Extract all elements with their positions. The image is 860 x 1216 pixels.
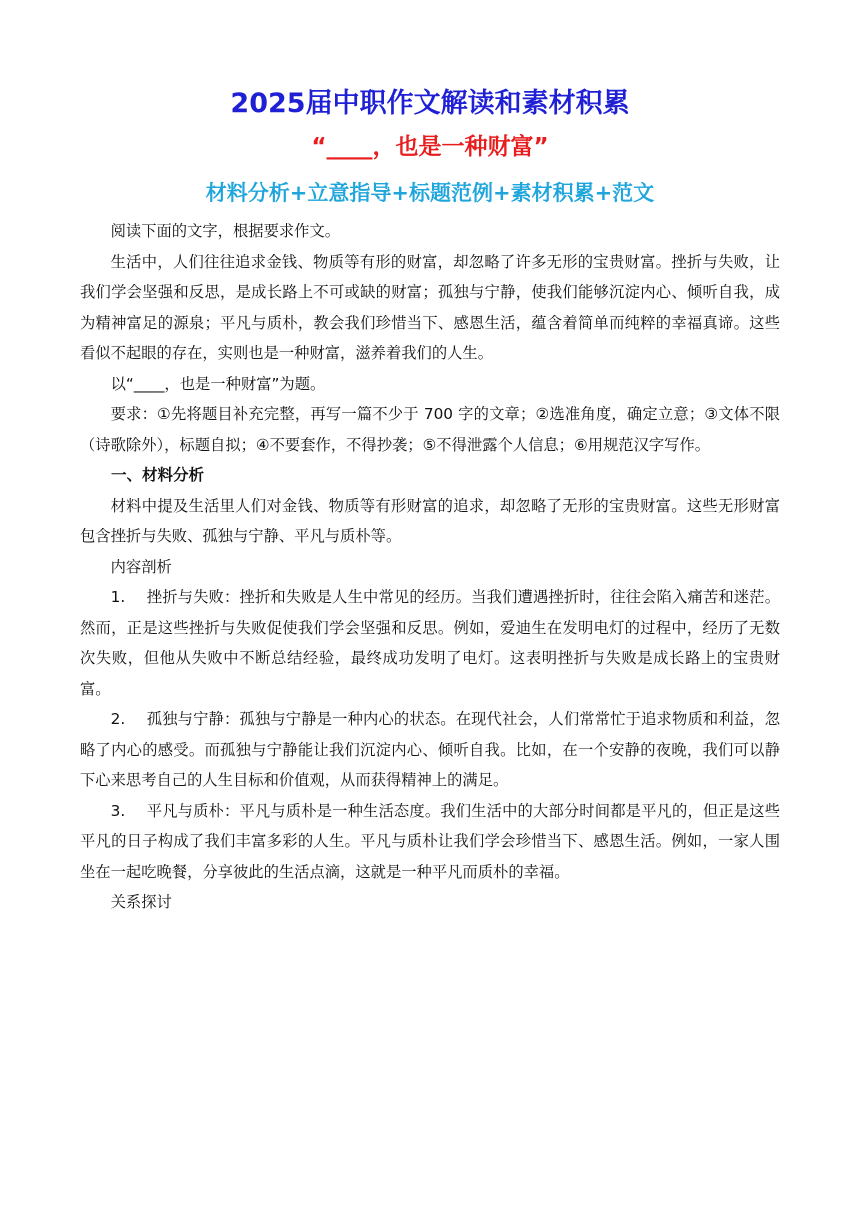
list-item	[80, 704, 780, 796]
prompt-intro: 阅读下面的文字，根据要求作文。	[110, 222, 341, 240]
document-page	[80, 82, 780, 918]
material-summary: 材料中提及生活里人们对金钱、物质等有形财富的追求，却忽略了无形的宝贵财富。这些无形财富包含挫折与失败、孤独与宁静、平凡与质朴等。	[80, 496, 780, 545]
prompt-material: 生活中，人们往往追求金钱、物质等有形的财富，却忽略了许多无形的宝贵财富。挫折与失败，让我们学会坚强和反思，是成长路上不可或缺的财富；孤独与宁静，使我们能够沉淀内心、倾听自我，成为精神富足的源泉；平凡与质朴，教会我们珍惜当下、感恩生活，蕴含着简单而纯粹的幸福真谛。这些看似不起眼的存在，实则也是一种财富，滋养着我们的人生。	[80, 252, 780, 362]
document-title: 2025届中职作文解读和素材积累	[230, 88, 630, 119]
list-item-number: 1.	[110, 588, 126, 606]
list-item	[80, 582, 780, 704]
content-analysis-label: 内容剖析	[110, 557, 172, 576]
essay-topic-subtitle: “____，也是一种财富”	[311, 134, 549, 160]
list-item-number: 3.	[110, 801, 126, 820]
prompt-requirements: 要求：①先将题目补充完整，再写一篇不少于 700 字的文章；②选准角度，确定立意；③文体不限（诗歌除外），标题自拟；④不要套作，不得抄袭；⑤不得泄露个人信息；⑥用规范汉字写作。	[80, 405, 780, 454]
section-tagline: 材料分析+立意指导+标题范例+素材积累+范文	[205, 181, 655, 205]
prompt-topic: 以“____，也是一种财富”为题。	[110, 374, 326, 393]
list-item-number: 2.	[110, 710, 126, 728]
list-item-text: 孤独与宁静：孤独与宁静是一种内心的状态。在现代社会，人们常常忙于追求物质和利益，忽略了内心的感受。而孤独与宁静能让我们沉淀内心、倾听自我。比如，在一个安静的夜晚，我们可以静下心来思考自己的人生目标和价值观，从而获得精神上的满足。	[80, 710, 780, 789]
section-heading-material-analysis: 一、材料分析	[111, 466, 205, 484]
list-item	[80, 796, 780, 888]
relation-label: 关系探讨	[110, 893, 172, 911]
list-item-text: 挫折与失败：挫折和失败是人生中常见的经历。当我们遭遇挫折时，往往会陷入痛苦和迷茫。然而，正是这些挫折与失败促使我们学会坚强和反思。例如，爱迪生在发明电灯的过程中，经历了无数次失败，但他从失败中不断总结经验，最终成功发明了电灯。这表明挫折与失败是成长路上的宝贵财富。	[80, 588, 780, 698]
list-item-text: 平凡与质朴：平凡与质朴是一种生活态度。我们生活中的大部分时间都是平凡的，但正是这些平凡的日子构成了我们丰富多彩的人生。平凡与质朴让我们学会珍惜当下、感恩生活。例如，一家人围坐在一起吃晚餐，分享彼此的生活点滴，这就是一种平凡而质朴的幸福。	[80, 801, 780, 881]
